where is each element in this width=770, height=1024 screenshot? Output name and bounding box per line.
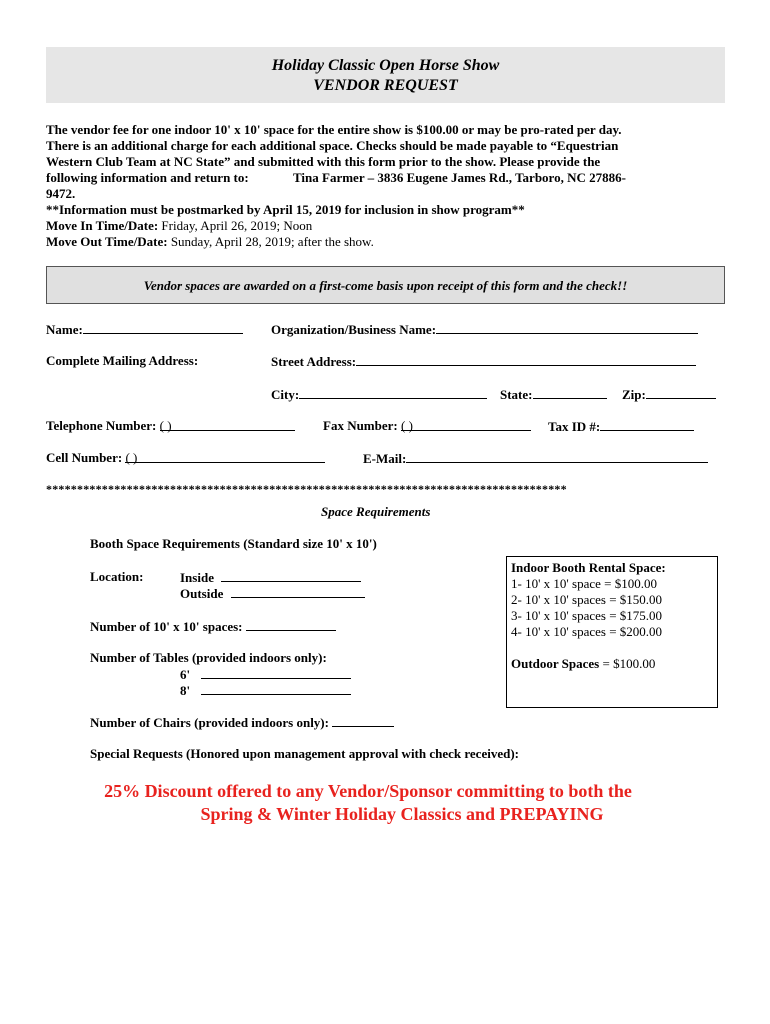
fee-line-2: There is an additional charge for each additional space. Checks should be made payable to “Equestrian	[46, 138, 619, 153]
state-line[interactable]	[533, 386, 607, 399]
fee-line-3: Western Club Team at NC State” and submitted with this form prior to the show. Please provide the	[46, 154, 601, 169]
table-6-field[interactable]	[180, 666, 351, 683]
fee-line-1: The vendor fee for one indoor 10' x 10' space for the entire show is $100.00 or may be pro-rated per day.	[46, 122, 622, 137]
table-6-label: 6'	[180, 667, 191, 682]
form-header	[46, 47, 725, 103]
separator-line: ************************************************************************************	[46, 482, 567, 496]
num-spaces-field[interactable]	[90, 618, 336, 635]
street-label: Street Address:	[271, 354, 357, 369]
location-label: Location:	[90, 569, 144, 584]
telephone-label: Telephone Number:	[46, 418, 157, 433]
num-spaces-line[interactable]	[246, 618, 336, 631]
telephone-area-code: ( )	[159, 418, 172, 433]
zip-line[interactable]	[646, 386, 716, 399]
outdoor-label: Outdoor Spaces	[511, 656, 600, 671]
inside-field[interactable]	[180, 569, 361, 586]
organization-line[interactable]	[436, 321, 698, 334]
outside-field[interactable]	[180, 585, 365, 602]
intro-section	[46, 122, 736, 250]
table-8-line[interactable]	[201, 682, 351, 695]
chairs-line[interactable]	[332, 714, 394, 727]
discount-offer	[46, 780, 690, 826]
inside-line[interactable]	[221, 569, 361, 582]
move-out-label: Move Out Time/Date:	[46, 234, 168, 249]
zip-field[interactable]	[622, 386, 716, 403]
cell-label: Cell Number:	[46, 450, 123, 465]
email-line[interactable]	[406, 450, 708, 463]
street-field[interactable]	[271, 353, 696, 370]
fax-label: Fax Number:	[323, 418, 398, 433]
space-requirements-heading: Space Requirements	[321, 504, 431, 519]
return-label: following information and return to:	[46, 170, 249, 185]
outdoor-spaces	[511, 656, 713, 672]
mailing-address-label: Complete Mailing Address:	[46, 353, 199, 368]
outside-line[interactable]	[231, 585, 365, 598]
rental-row: 2- 10' x 10' spaces = $150.00	[511, 592, 663, 607]
move-out-value: Sunday, April 28, 2019; after the show.	[167, 234, 374, 249]
city-label: City:	[271, 387, 300, 402]
tax-id-label: Tax ID #:	[548, 419, 601, 434]
organization-field[interactable]	[271, 321, 698, 338]
chairs-field[interactable]	[90, 714, 394, 731]
zip-label: Zip:	[622, 387, 646, 402]
name-field[interactable]	[46, 321, 243, 338]
chairs-label: Number of Chairs (provided indoors only):	[90, 715, 329, 730]
move-in-line	[46, 218, 736, 234]
fee-line-4	[46, 170, 736, 186]
return-address: Tina Farmer – 3836 Eugene James Rd., Tarboro, NC 27886-	[292, 170, 626, 185]
rental-price-box	[506, 556, 718, 708]
state-label: State:	[500, 387, 533, 402]
organization-label: Organization/Business Name:	[271, 322, 437, 337]
table-8-label: 8'	[180, 683, 191, 698]
fax-area-code: ( )	[401, 418, 413, 433]
rental-title: Indoor Booth Rental Space:	[511, 560, 666, 575]
city-field[interactable]	[271, 386, 487, 403]
email-field[interactable]	[363, 450, 708, 467]
postmark-note: **Information must be postmarked by April 15, 2019 for inclusion in show program**	[46, 202, 525, 217]
move-in-label: Move In Time/Date:	[46, 218, 159, 233]
cell-field[interactable]	[46, 450, 325, 466]
telephone-line[interactable]	[160, 418, 295, 431]
state-field[interactable]	[500, 386, 607, 403]
fax-line[interactable]	[401, 418, 531, 431]
move-out-line	[46, 234, 736, 250]
fee-line-5: 9472.	[46, 186, 76, 201]
rental-row: 1- 10' x 10' space = $100.00	[511, 576, 657, 591]
email-label: E-Mail:	[363, 451, 407, 466]
booth-space-requirements: Booth Space Requirements (Standard size 10' x 10')	[90, 536, 377, 551]
tables-label: Number of Tables (provided indoors only):	[90, 650, 327, 665]
tax-id-line[interactable]	[600, 418, 694, 431]
cell-line[interactable]	[125, 450, 325, 463]
inside-label: Inside	[180, 570, 214, 585]
discount-line-1: 25% Discount offered to any Vendor/Sponsor committing to both the	[104, 781, 632, 801]
special-requests-label: Special Requests (Honored upon management approval with check received):	[90, 746, 519, 761]
city-line[interactable]	[299, 386, 487, 399]
form-title: Holiday Classic Open Horse Show	[271, 57, 500, 74]
tax-id-field[interactable]	[548, 418, 694, 435]
outdoor-value: = $100.00	[599, 656, 656, 671]
discount-line-2: Spring & Winter Holiday Classics and PREPAYING	[200, 804, 604, 824]
table-6-line[interactable]	[201, 666, 351, 679]
form-subtitle: VENDOR REQUEST	[313, 77, 458, 94]
telephone-field[interactable]	[46, 418, 295, 434]
fax-field[interactable]	[323, 418, 531, 434]
table-8-field[interactable]	[180, 682, 351, 699]
name-label: Name:	[46, 322, 83, 337]
cell-area-code: ( )	[125, 450, 138, 465]
outside-label: Outside	[180, 586, 224, 601]
rental-row: 4- 10' x 10' spaces = $200.00	[511, 624, 663, 639]
num-spaces-label: Number of 10' x 10' spaces:	[90, 619, 243, 634]
first-come-notice: Vendor spaces are awarded on a first-come basis upon receipt of this form and the check!!	[46, 266, 725, 304]
move-in-value: Friday, April 26, 2019; Noon	[158, 218, 313, 233]
name-line[interactable]	[83, 321, 243, 334]
rental-row: 3- 10' x 10' spaces = $175.00	[511, 608, 663, 623]
street-line[interactable]	[356, 353, 696, 366]
